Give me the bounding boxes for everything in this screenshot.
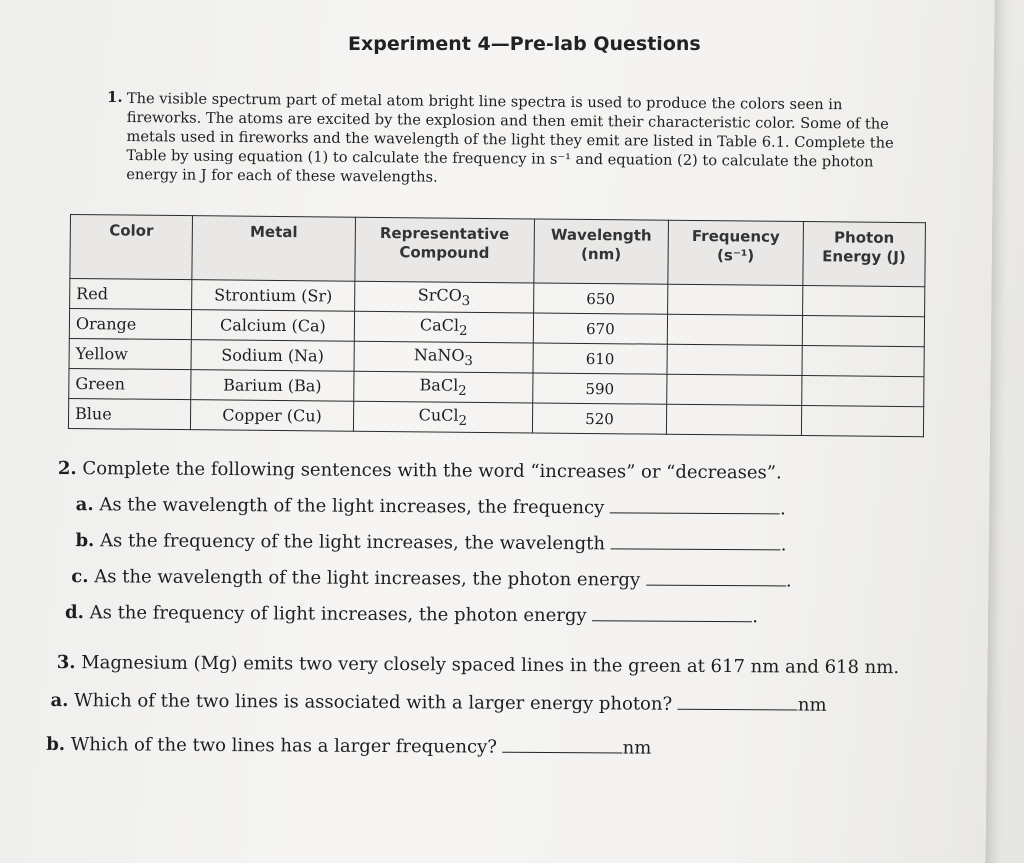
answer-blank[interactable]: [646, 584, 786, 587]
cell-frequency-input[interactable]: [667, 404, 802, 435]
cell-energy-input[interactable]: [801, 406, 924, 437]
cell-energy-input[interactable]: [801, 376, 924, 407]
item-text: As the frequency of light increases, the photon energy: [89, 602, 587, 627]
question-2-text: Complete the following sentences with the word “increases” or “decreases”.: [82, 458, 782, 484]
item-letter: b.: [75, 530, 95, 552]
cell-energy-input[interactable]: [802, 316, 925, 347]
cell-color: Orange: [69, 309, 191, 340]
header-photon-energy: Photon Energy (J): [803, 222, 926, 287]
cell-color: Yellow: [69, 338, 191, 369]
question-2d: [65, 602, 758, 627]
answer-blank[interactable]: [611, 547, 781, 550]
cell-compound: BaCl$_2$: [354, 371, 533, 403]
cell-energy-input[interactable]: [802, 346, 925, 377]
question-2c: [71, 566, 791, 591]
cell-compound: SrCO$_3$: [355, 281, 534, 313]
question-2a: [76, 494, 786, 519]
answer-blank[interactable]: [610, 511, 780, 514]
answer-blank[interactable]: [503, 751, 623, 754]
cell-metal: Copper (Cu): [190, 400, 353, 432]
question-2-prompt: [58, 458, 782, 483]
cell-wavelength: 610: [533, 343, 668, 374]
cell-metal: Barium (Ba): [191, 370, 354, 402]
header-metal: Metal: [192, 216, 356, 282]
header-color: Color: [70, 215, 193, 280]
item-end: .: [785, 570, 792, 592]
header-compound: Representative Compound: [355, 217, 534, 283]
item-letter: d.: [64, 602, 84, 624]
cell-frequency-input[interactable]: [668, 284, 803, 315]
cell-color: Green: [69, 368, 191, 399]
header-frequency: Frequency (s⁻¹): [668, 220, 803, 285]
cell-frequency-input[interactable]: [667, 374, 802, 405]
cell-metal: Sodium (Na): [191, 340, 354, 372]
answer-blank[interactable]: [678, 708, 798, 711]
question-2b: [75, 530, 786, 555]
cell-wavelength: 590: [532, 373, 667, 404]
item-text: As the wavelength of the light increases, the frequency: [99, 494, 605, 519]
question-1-number: 1.: [107, 88, 123, 106]
cell-metal: Strontium (Sr): [192, 280, 355, 312]
cell-frequency-input[interactable]: [668, 314, 803, 345]
item-letter: a.: [75, 494, 94, 516]
question-2-number: 2.: [57, 458, 77, 480]
question-3-text: Magnesium (Mg) emits two very closely spaced lines in the green at 617 nm and 618 nm.: [81, 652, 900, 679]
cell-wavelength: 520: [532, 403, 667, 434]
item-unit: nm: [622, 737, 652, 759]
question-3-number: 3.: [56, 651, 76, 674]
item-letter: b.: [46, 733, 66, 756]
item-text: As the wavelength of the light increases, the photon energy: [94, 566, 641, 591]
cell-compound: CaCl$_2$: [354, 311, 533, 343]
item-text: Which of the two lines is associated with a larger energy photon?: [74, 690, 673, 715]
item-letter: a.: [50, 689, 69, 712]
cell-energy-input[interactable]: [802, 286, 925, 317]
cell-wavelength: 670: [533, 313, 668, 344]
cell-compound: NaNO$_3$: [354, 341, 533, 373]
table-header-row: [70, 215, 926, 287]
cell-compound: CuCl$_2$: [353, 401, 532, 433]
header-wavelength: Wavelength (nm): [533, 219, 668, 284]
item-letter: c.: [71, 566, 89, 588]
cell-wavelength: 650: [533, 283, 668, 314]
item-end: .: [780, 534, 787, 556]
item-text: As the frequency of the light increases, the wavelength: [100, 530, 606, 555]
question-3b: [46, 734, 651, 759]
cell-metal: Calcium (Ca): [191, 310, 354, 342]
item-end: .: [752, 606, 759, 628]
item-unit: nm: [797, 694, 827, 716]
page-title: Experiment 4—Pre-lab Questions: [348, 33, 701, 55]
cell-frequency-input[interactable]: [667, 344, 802, 375]
item-end: .: [779, 498, 786, 520]
item-text: Which of the two lines has a larger frequency?: [70, 734, 497, 758]
cell-color: Red: [70, 279, 192, 310]
question-1-text: The visible spectrum part of metal atom bright line spectra is used to produce the colors seen in fireworks. The atoms are excited by the explosion and then emit their characteristic color. Some of the metals used in fireworks and the wavelength of the light they emit are listed in Table 6.1. Complete the Table by using equation (1) to calculate the frequency in s⁻¹ and equation (2) to calculate the photon energy in J for each of these wavelengths.: [126, 89, 894, 186]
spectra-table: [68, 214, 926, 430]
cell-color: Blue: [68, 398, 190, 429]
answer-blank[interactable]: [592, 619, 752, 622]
